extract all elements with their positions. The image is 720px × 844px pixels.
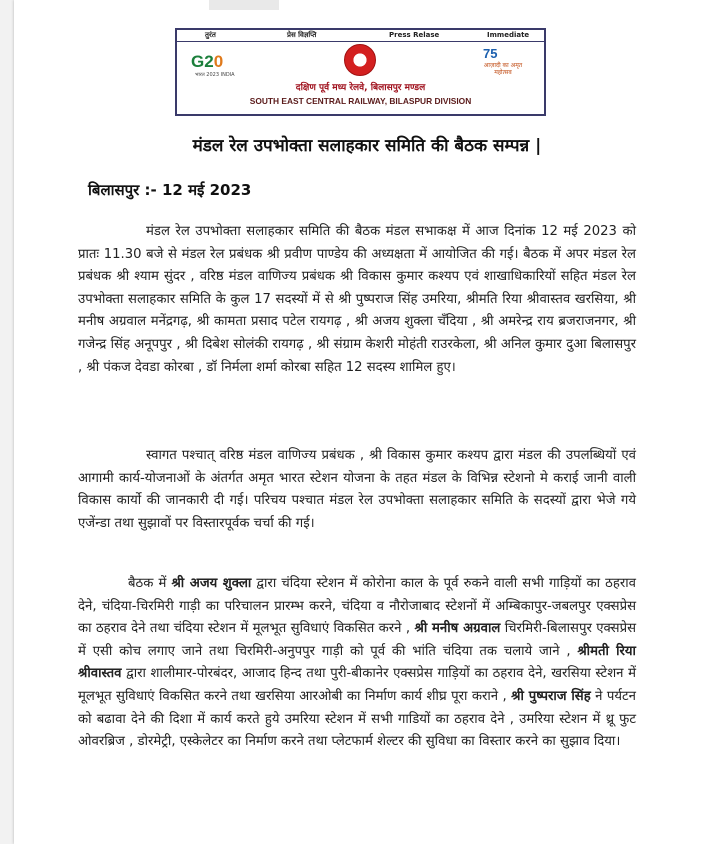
paragraph-1: मंडल रेल उपभोक्ता सलाहकार समिति की बैठक मंडल सभाकक्ष में आज दिनांक 12 मई 2023 को प्रातः 11.30 बजे से मंडल रेल प्रबंधक श्री प्रवीण पाण्डेय की अध्यक्षता में आयोजित की गई। बैठक में अपर मंडल रेल प्रबंधक श्री श्याम सुंदर , वरिष्ठ मंडल वाणिज्य प्रबंधक श्री विकास कुमार कश्यप एवं शाखाधिकारियों सहित मंडल रेल उपभोक्ता सलाहकार समिति के कुल 17 सदस्यों में से श्री पुष्पराज सिंह उमरिया, श्रीमति रिया श्रीवास्तव खरसिया, श्री मनीष अग्रवाल मनेंद्रगढ़, श्री कामता प्रसाद पटेल रायगढ़ , श्री अजय शुक्ला चँदिया , श्री अमरेन्द्र राय ब्रजराजनगर, श्री गजेन्द्र सिंह अनूपपुर , श्री दिबेश सोलंकी रायगढ़ , श्री संग्राम केशरी मोहंती राउरकेला, श्री अनिल कुमार दुआ बिलासपुर , श्री पंकज देवडा कोरबा , डॉ निर्मला शर्मा कोरबा सहित 12 सदस्य शामिल हुए। — [78, 224, 636, 375]
letterhead — [175, 28, 546, 116]
dateline: बिलासपुर :- 12 मई 2023 — [88, 181, 252, 199]
azadi-subtext: आज़ादी का अमृत महोत्सव — [483, 62, 523, 76]
document-page — [14, 0, 720, 844]
document-heading: मंडल रेल उपभोक्ता सलाहकार समिति की बैठक सम्पन्न | — [192, 136, 542, 156]
strip-label-immediate: Immediate — [487, 31, 530, 39]
letterhead-strip — [177, 30, 544, 42]
member-name-ajay: श्री अजय शुक्ला — [171, 576, 252, 591]
paragraph-2: स्वागत पश्चात् वरिष्ठ मंडल वाणिज्य प्रबंधक , श्री विकास कुमार कश्यप द्वारा मंडल की उपलब्धियों एवं आगामी कार्य-योजनाओं के अंतर्गत अमृत भारत स्टेशन योजना के तहत मंडल के विभिन्न स्टेशनो मे कराई जानी वाली विकास कार्यो की जानकारी दी गई। परिचय पश्चात मंडल रेल उपभोक्ता सलाहकार समिति के सदस्यों द्वारा भेजे गये एजेंन्डा तथा सुझावों पर विस्तारपूर्वक चर्चा की गई। — [78, 448, 636, 531]
member-name-manish: श्री मनीष अग्रवाल — [414, 621, 501, 637]
member-name-riya: श्रीमती रिया श्रीवास्तव — [78, 643, 636, 682]
org-name-hindi: दक्षिण पूर्व मध्य रेलवे, बिलासपुर मण्डल — [295, 83, 426, 93]
azadi-logo: 75 — [483, 46, 498, 61]
org-name-english: SOUTH EAST CENTRAL RAILWAY, BILASPUR DIVISION — [249, 96, 472, 106]
strip-label-press-release: Press Relase — [389, 31, 440, 39]
g20-logo: G20 — [191, 52, 224, 71]
g20-subtext: भारत 2023 INDIA — [195, 72, 235, 78]
member-name-pushpraj: श्री पुष्पराज सिंह — [511, 688, 591, 704]
strip-label-turant: तुरंत — [205, 31, 216, 39]
strip-label-press-hindi: प्रेस विज्ञप्ति — [287, 31, 317, 39]
railway-emblem-icon — [344, 44, 376, 76]
cropped-top-fragment — [209, 0, 279, 10]
paragraph-3: बैठक में श्री अजय शुक्ला द्वारा चंदिया स्टेशन में कोरोना काल के पूर्व रुकने वाली सभी गाड़ियों का ठहराव देने, चंदिया-चिरमिरी गाड़ी का परिचालन प्रारम्भ करने, चंदिया व नौरोजाबाद स्टेशनों में अम्बिकापुर-जबलपुर एक्सप्रेस का ठहराव देने तथा चंदिया स्टेशन में मूलभूत सुविधाएं विकसित करने , श्री मनीष अग्रवाल चिरमिरी-बिलासपुर एक्सप्रेस में एसी कोच लगाए जाने तथा चिरमिरी-अनुपपुर गाड़ी को पूर्व की भांति चंदिया तक चलाये जाने , श्रीमती रिया श्रीवास्तव द्वारा शालीमार-पोरबंदर, आजाद हिन्द तथा पुरी-बीकानेर एक्सप्रेस गाड़ियों का ठहराव देने, खरसिया स्टेशन में मूलभूत सुविधाएं विकसित करने तथा खरसिया आरओबी का निर्माण कार्य शीघ्र पूरा कराने , श्री पुष्पराज सिंह ने पर्यटन को बढावा देने की दिशा में कार्य करते हुये उमरिया स्टेशन में सभी गाडियों का ठहराव देने , उमरिया स्टेशन में थ्रू फुट ओवरब्रिज , डोरमेट्री, एस्केलेटर का निर्माण करने तथा प्लेटफार्म शेल्टर की सुविधा का विस्तार करने का सुझाव दिया। — [78, 576, 636, 750]
